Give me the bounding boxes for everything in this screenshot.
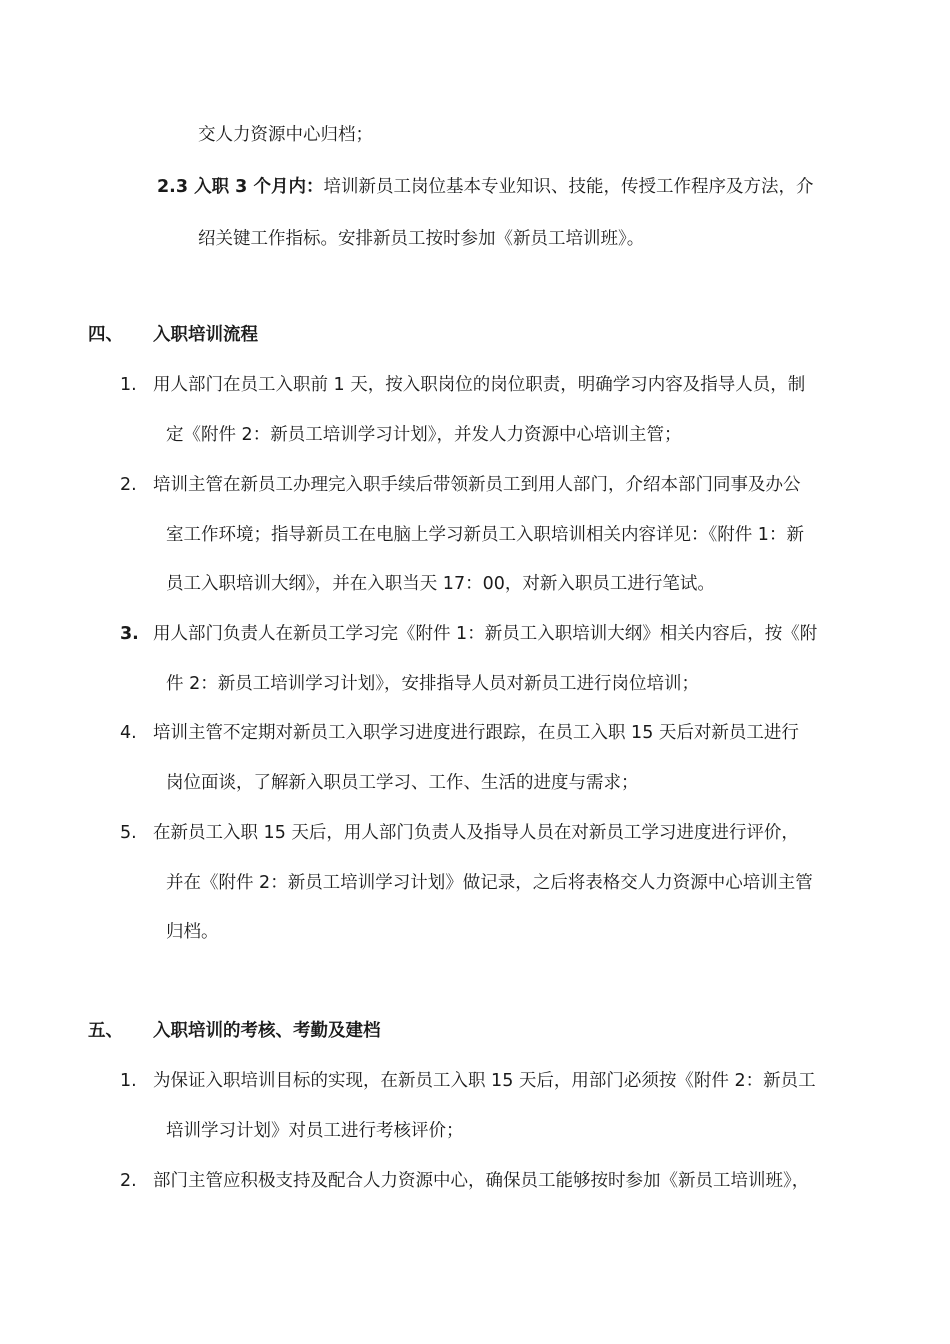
section-4-title: 入职培训流程 xyxy=(153,325,258,345)
item-2-3-line1 xyxy=(157,175,813,199)
list-item-line: 培训主管在新员工办理完入职手续后带领新员工到用人部门，介绍本部门同事及办公 xyxy=(153,475,801,495)
section-4-number: 四、 xyxy=(88,325,123,345)
list-item-number: 1. xyxy=(120,1071,137,1091)
list-item-line: 用人部门负责人在新员工学习完《附件 1：新员工入职培训大纲》相关内容后，按《附 xyxy=(153,624,818,644)
list-item-number: 3. xyxy=(120,624,139,644)
list-item-line: 部门主管应积极支持及配合人力资源中心，确保员工能够按时参加《新员工培训班》， xyxy=(153,1171,810,1191)
list-item-number: 2. xyxy=(120,1171,137,1191)
list-item-line: 件 2：新员工培训学习计划》，安排指导人员对新员工进行岗位培训； xyxy=(166,674,699,694)
list-item-line: 室工作环境；指导新员工在电脑上学习新员工入职培训相关内容详见：《附件 1：新 xyxy=(166,525,804,545)
list-item-line: 员工入职培训大纲》，并在入职当天 17：00，对新入职员工进行笔试。 xyxy=(166,574,715,594)
list-item-line: 岗位面谈，了解新入职员工学习、工作、生活的进度与需求； xyxy=(166,773,639,793)
section-5-number: 五、 xyxy=(88,1021,123,1041)
section-5-title: 入职培训的考核、考勤及建档 xyxy=(153,1021,381,1041)
item-2-3-line2: 绍关键工作指标。安排新员工按时参加《新员工培训班》。 xyxy=(198,229,645,249)
list-item-line: 为保证入职培训目标的实现，在新员工入职 15 天后，用部门必须按《附件 2：新员工 xyxy=(153,1071,816,1091)
continuation-text: 交人力资源中心归档； xyxy=(198,125,373,145)
item-2-3-text1: 培训新员工岗位基本专业知识、技能，传授工作程序及方法，介 xyxy=(323,177,814,197)
list-item-line: 在新员工入职 15 天后，用人部门负责人及指导人员在对新员工学习进度进行评价， xyxy=(153,823,799,843)
list-item-number: 5. xyxy=(120,823,137,843)
list-item-line: 并在《附件 2：新员工培训学习计划》做记录，之后将表格交人力资源中心培训主管 xyxy=(166,873,813,893)
list-item-number: 4. xyxy=(120,723,137,743)
list-item-line: 用人部门在员工入职前 1 天，按入职岗位的岗位职责，明确学习内容及指导人员，制 xyxy=(153,375,806,395)
list-item-number: 2. xyxy=(120,475,137,495)
list-item-line: 培训学习计划》对员工进行考核评价； xyxy=(166,1121,464,1141)
list-item-line: 归档。 xyxy=(166,922,219,942)
list-item-line: 定《附件 2：新员工培训学习计划》，并发人力资源中心培训主管； xyxy=(166,425,682,445)
list-item-line: 培训主管不定期对新员工入职学习进度进行跟踪，在员工入职 15 天后对新员工进行 xyxy=(153,723,799,743)
item-2-3-label: 2.3 入职 3 个月内： xyxy=(157,177,324,197)
list-item-number: 1. xyxy=(120,375,137,395)
